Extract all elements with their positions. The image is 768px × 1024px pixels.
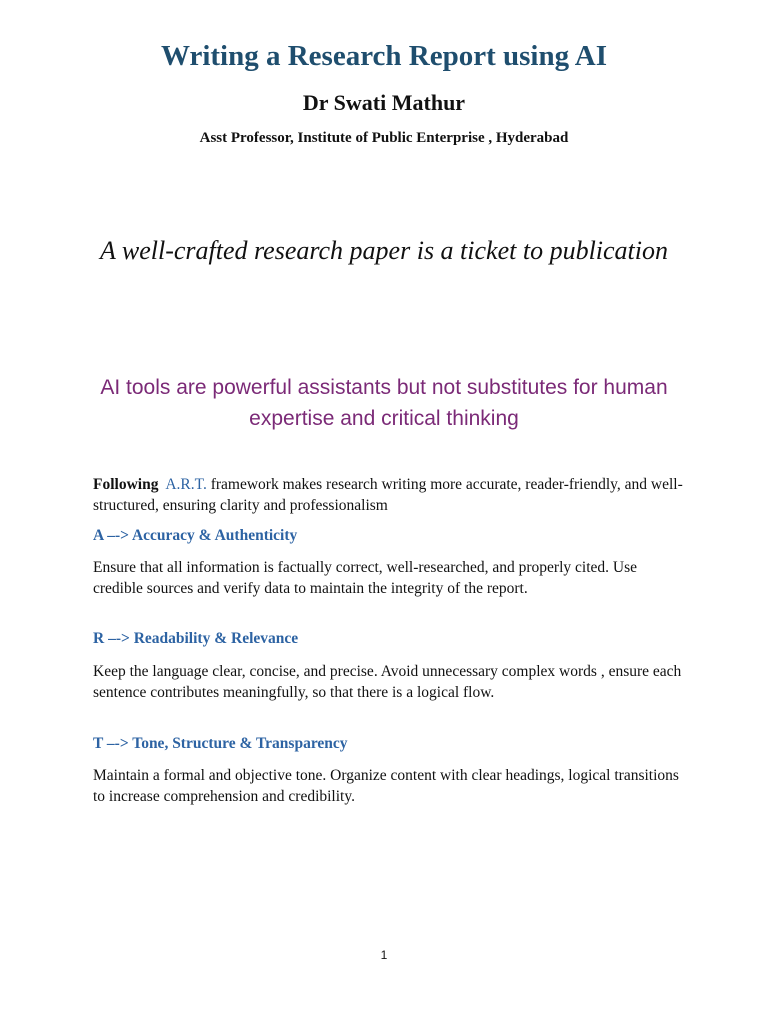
document-title: Writing a Research Report using AI <box>160 40 608 72</box>
page-number: 1 <box>380 948 388 962</box>
section-text-readability: Keep the language clear, concise, and precise. Avoid unnecessary complex words , ensure each sentence contributes meaningfully, so that there is a logical flow. <box>93 663 682 701</box>
intro-lead: Following <box>93 476 159 493</box>
section-heading-readability: R –-> Readability & Relevance <box>93 630 299 647</box>
ai-tools-note: AI tools are powerful assistants but not substitutes for human expertise and critical thinking <box>100 376 668 430</box>
author-name: Dr Swati Mathur <box>302 90 466 115</box>
section-text-tone: Maintain a formal and objective tone. Organize content with clear headings, logical transitions to increase comprehension and credibility. <box>93 767 679 805</box>
section-text-accuracy: Ensure that all information is factually correct, well-researched, and properly cited. Use credible sources and verify data to maintain the integrity of the report. <box>93 559 637 597</box>
author-affiliation: Asst Professor, Institute of Public Enterprise , Hyderabad <box>199 130 569 146</box>
section-heading-tone: T –-> Tone, Structure & Transparency <box>93 735 348 752</box>
art-framework-label: A.R.T. <box>165 476 207 493</box>
intro-rest: framework makes research writing more accurate, reader-friendly, and well-structured, ensuring clarity and professionalism <box>93 476 683 514</box>
quote-text: A well-crafted research paper is a ticket to publication <box>99 236 669 265</box>
section-heading-accuracy: A –-> Accuracy & Authenticity <box>93 527 298 544</box>
intro-paragraph <box>93 474 683 516</box>
